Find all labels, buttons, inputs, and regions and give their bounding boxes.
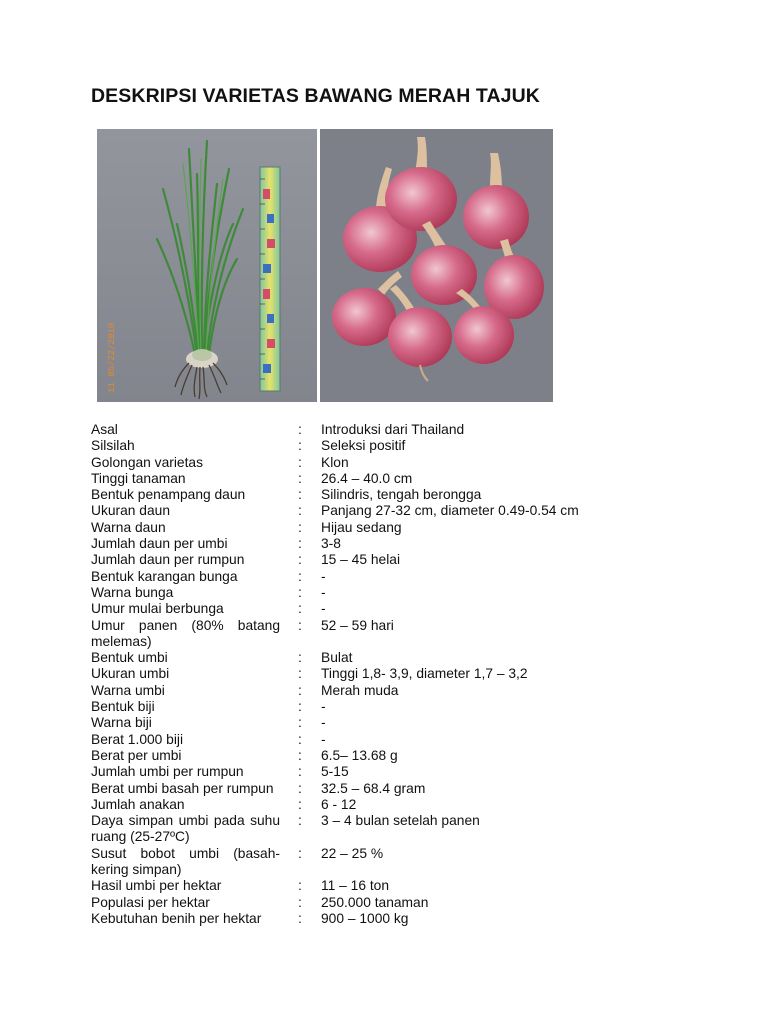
page-title: DESKRIPSI VARIETAS BAWANG MERAH TAJUK — [91, 85, 540, 107]
spec-row — [91, 699, 579, 715]
spec-value: - — [321, 601, 326, 617]
spec-row — [91, 422, 579, 438]
spec-value: 3-8 — [321, 536, 341, 552]
spec-row — [91, 471, 579, 487]
spec-label: Warna biji — [91, 715, 152, 731]
spec-separator: : — [298, 813, 302, 829]
spec-value: 250.000 tanaman — [321, 894, 429, 910]
spec-label: Hasil umbi per hektar — [91, 878, 222, 894]
spec-value: 5-15 — [321, 764, 349, 780]
spec-separator: : — [298, 747, 302, 763]
spec-separator: : — [298, 503, 302, 519]
spec-separator: : — [298, 650, 302, 666]
spec-value: 22 – 25 % — [321, 845, 384, 861]
spec-row — [91, 797, 579, 813]
spec-label: Berat per umbi — [91, 747, 182, 763]
spec-label: Berat 1.000 biji — [91, 731, 184, 747]
spec-value: Klon — [321, 454, 349, 470]
spec-value: Introduksi dari Thailand — [321, 422, 465, 437]
spec-value: 26.4 – 40.0 cm — [321, 470, 413, 486]
spec-label: Bentuk umbi — [91, 650, 168, 666]
spec-label: Bentuk biji — [91, 699, 155, 715]
spec-row — [91, 846, 579, 879]
spec-label: Warna umbi — [91, 682, 165, 698]
spec-label: Golongan varietas — [91, 454, 203, 470]
spec-separator: : — [298, 780, 302, 796]
spec-row — [91, 536, 579, 552]
spec-value: Silindris, tengah berongga — [321, 487, 482, 503]
spec-separator: : — [298, 715, 302, 731]
spec-row — [91, 764, 579, 780]
spec-row — [91, 520, 579, 536]
spec-separator: : — [298, 878, 302, 894]
shallot-bulbs-photo — [320, 129, 553, 402]
spec-row — [91, 552, 579, 568]
spec-separator: : — [298, 666, 302, 682]
spec-value: 11 – 16 ton — [321, 878, 390, 894]
spec-value: 6.5– 13.68 g — [321, 747, 398, 763]
spec-value: - — [321, 568, 326, 584]
spec-value: Panjang 27-32 cm, diameter 0.49-0.54 cm — [321, 503, 579, 519]
spec-separator: : — [298, 617, 302, 633]
spec-row — [91, 748, 579, 764]
spec-row — [91, 813, 579, 846]
spec-value: Tinggi 1,8- 3,9, diameter 1,7 – 3,2 — [321, 666, 528, 682]
spec-separator: : — [298, 552, 302, 568]
spec-value: Bulat — [321, 650, 353, 666]
spec-row — [91, 487, 579, 503]
spec-separator: : — [298, 601, 302, 617]
spec-row — [91, 666, 579, 682]
spec-label: Asal — [91, 422, 118, 437]
spec-separator: : — [298, 536, 302, 552]
spec-label: Ukuran umbi — [91, 666, 170, 682]
spec-value: 900 – 1000 kg — [321, 910, 409, 926]
spec-label: Jumlah daun per rumpun — [91, 552, 245, 568]
shallot-plant-photo — [97, 129, 317, 402]
spec-label: Kebutuhan benih per hektar — [91, 910, 262, 926]
spec-label: Bentuk karangan bunga — [91, 568, 238, 584]
spec-value: 15 – 45 helai — [321, 552, 401, 568]
spec-value: - — [321, 584, 326, 600]
spec-value: Hijau sedang — [321, 519, 402, 535]
spec-label: Umur panen (80% batang melemas) — [91, 617, 280, 649]
spec-value: 6 - 12 — [321, 796, 357, 812]
spec-separator: : — [298, 568, 302, 584]
spec-separator: : — [298, 438, 302, 454]
spec-value: 52 – 59 hari — [321, 617, 394, 633]
spec-row — [91, 438, 579, 454]
spec-separator: : — [298, 470, 302, 486]
spec-label: Susut bobot umbi (basah-kering simpan) — [91, 845, 280, 878]
spec-separator: : — [298, 910, 302, 926]
spec-value: Seleksi positif — [321, 438, 406, 454]
spec-value: - — [321, 715, 326, 731]
spec-label: Warna daun — [91, 519, 166, 535]
spec-label: Silsilah — [91, 438, 135, 454]
spec-row — [91, 569, 579, 585]
spec-separator: : — [298, 796, 302, 812]
spec-label: Jumlah daun per umbi — [91, 536, 228, 552]
spec-table — [91, 422, 579, 927]
spec-row — [91, 781, 579, 797]
spec-row — [91, 455, 579, 471]
spec-separator: : — [298, 764, 302, 780]
spec-row — [91, 601, 579, 617]
spec-label: Tinggi tanaman — [91, 470, 186, 486]
spec-label: Berat umbi basah per rumpun — [91, 780, 274, 796]
spec-separator: : — [298, 422, 302, 437]
spec-label: Warna bunga — [91, 584, 174, 600]
spec-separator: : — [298, 487, 302, 503]
spec-separator: : — [298, 699, 302, 715]
spec-row — [91, 585, 579, 601]
spec-label: Bentuk penampang daun — [91, 487, 246, 503]
spec-label: Umur mulai berbunga — [91, 601, 224, 617]
spec-label: Populasi per hektar — [91, 894, 210, 910]
spec-label: Jumlah umbi per rumpun — [91, 764, 244, 780]
spec-separator: : — [298, 519, 302, 535]
spec-separator: : — [298, 454, 302, 470]
spec-row — [91, 618, 579, 651]
spec-row — [91, 683, 579, 699]
spec-separator: : — [298, 731, 302, 747]
spec-value: 32.5 – 68.4 gram — [321, 780, 426, 796]
spec-row — [91, 715, 579, 731]
spec-row — [91, 911, 579, 927]
spec-separator: : — [298, 894, 302, 910]
photo-date-stamp: 11 05/22/2010 — [107, 322, 117, 393]
spec-label: Jumlah anakan — [91, 796, 185, 812]
spec-label: Ukuran daun — [91, 503, 171, 519]
spec-row — [91, 732, 579, 748]
spec-separator: : — [298, 682, 302, 698]
spec-row — [91, 503, 579, 519]
spec-separator: : — [298, 584, 302, 600]
spec-separator: : — [298, 845, 302, 861]
spec-value: Merah muda — [321, 682, 399, 698]
spec-value: - — [321, 699, 326, 715]
spec-row — [91, 650, 579, 666]
spec-value: - — [321, 731, 326, 747]
spec-row — [91, 878, 579, 894]
spec-label: Daya simpan umbi pada suhu ruang (25-27ºC) — [91, 813, 280, 845]
spec-value: 3 – 4 bulan setelah panen — [321, 813, 480, 829]
spec-row — [91, 895, 579, 911]
